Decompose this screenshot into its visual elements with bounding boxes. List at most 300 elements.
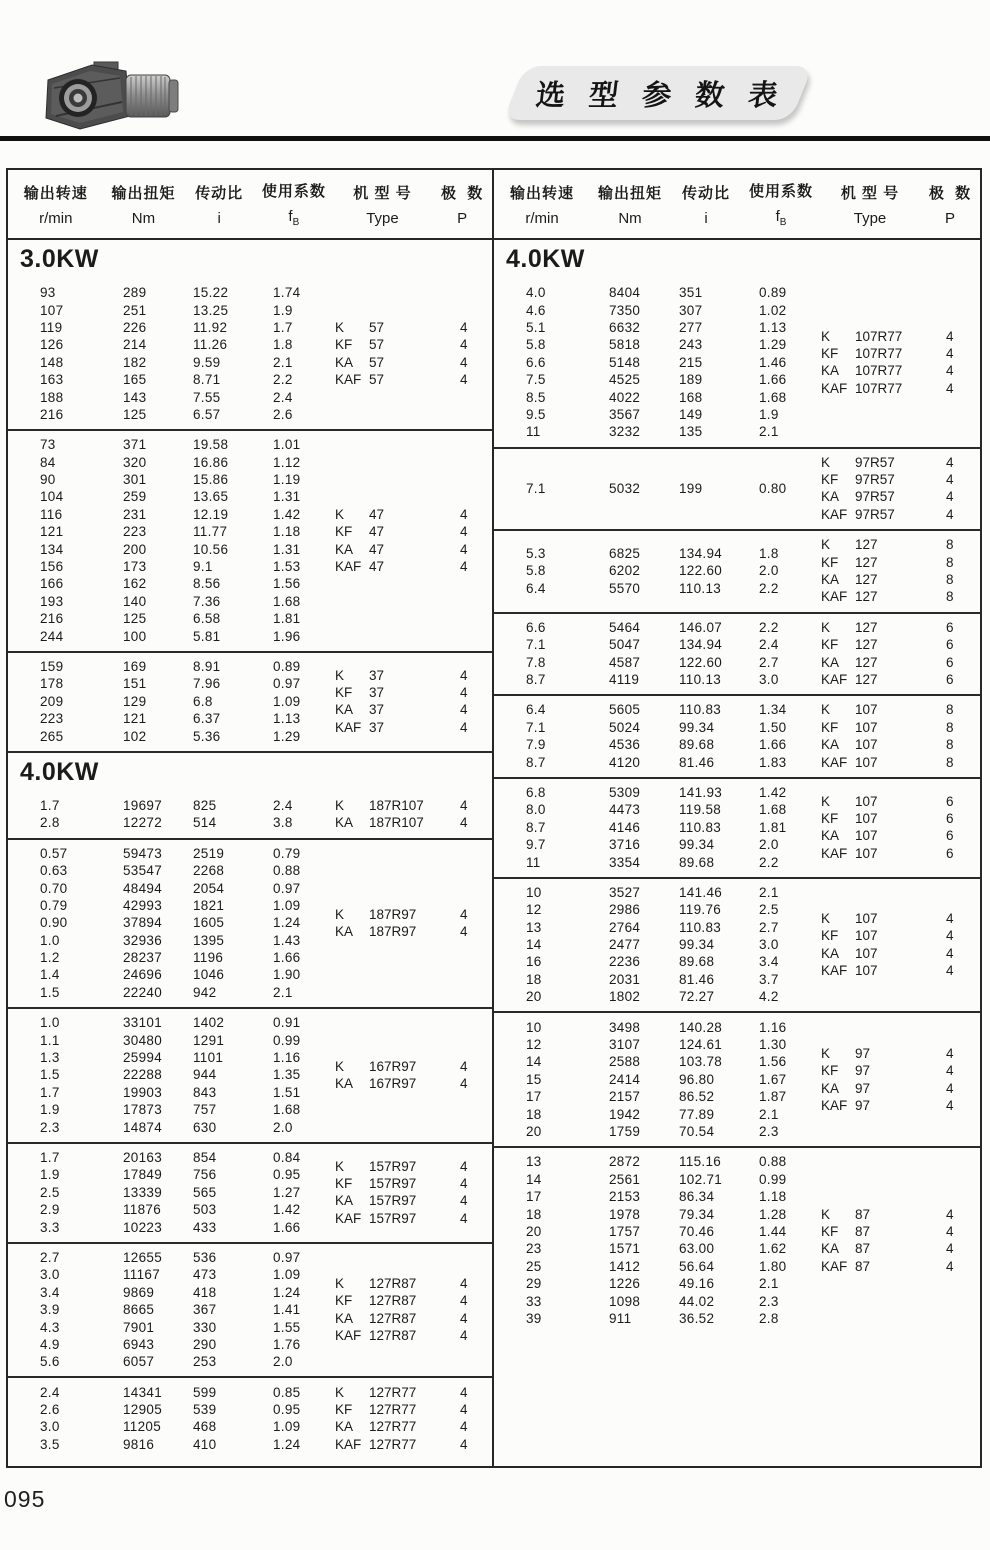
- type-prefix: KAF: [335, 559, 362, 575]
- header-label-zh: 传动比: [681, 184, 730, 202]
- cell-torque: 165: [123, 372, 147, 388]
- cell-fb: 1.34: [759, 702, 787, 718]
- data-row: [8, 593, 334, 610]
- cell-fb: 1.51: [273, 1084, 301, 1100]
- header-label-en: Nm: [131, 209, 156, 227]
- data-row: [8, 1401, 334, 1418]
- type-cell: [334, 1076, 434, 1091]
- data-row: [8, 1249, 334, 1266]
- cell-torque: 2872: [609, 1154, 641, 1170]
- column-header: [8, 170, 492, 240]
- type-row: [820, 910, 980, 927]
- cell-ratio: 599: [193, 1384, 217, 1400]
- cell-ratio: 536: [193, 1249, 217, 1265]
- data-group: [8, 1144, 492, 1244]
- cell-torque: 200: [123, 541, 147, 557]
- type-prefix: KA: [335, 1310, 354, 1326]
- data-row: [8, 1318, 334, 1335]
- cell-speed: 7.8: [526, 654, 546, 670]
- cell-speed: 14: [526, 1054, 542, 1070]
- type-row: [820, 1079, 980, 1096]
- type-cell: [334, 1193, 434, 1208]
- data-group: [8, 279, 492, 431]
- type-cell: [820, 620, 920, 635]
- cell-speed: 33: [526, 1293, 542, 1309]
- data-row: [494, 1088, 820, 1105]
- cell-speed: 23: [526, 1241, 542, 1257]
- cell-fb: 1.29: [759, 337, 787, 353]
- cell-speed: 18: [526, 1206, 542, 1222]
- header-label-zh: 传动比: [195, 184, 244, 202]
- cell-speed: 4.0: [526, 285, 546, 301]
- type-cell: [820, 381, 920, 396]
- cell-fb: 1.43: [273, 932, 301, 948]
- data-row: [8, 658, 334, 675]
- data-row: [494, 736, 820, 753]
- cell-ratio: 9.1: [193, 559, 213, 575]
- cell-speed: 2.4: [40, 1384, 60, 1400]
- data-row: [8, 814, 334, 831]
- cell-ratio: 44.02: [679, 1293, 715, 1309]
- header-label-en: Nm: [618, 209, 642, 227]
- cell-fb: 1.56: [273, 576, 301, 592]
- cell-fb: 1.90: [273, 967, 301, 983]
- type-row: [334, 1383, 494, 1400]
- pole-cell: 4: [460, 1293, 468, 1309]
- cell-torque: 2764: [609, 919, 641, 935]
- cell-ratio: 122.60: [679, 654, 723, 670]
- cell-ratio: 15.86: [193, 472, 229, 488]
- type-cell: [334, 815, 434, 830]
- cell-fb: 2.0: [273, 1354, 293, 1370]
- cell-ratio: 825: [193, 797, 217, 813]
- type-prefix: KF: [335, 685, 353, 701]
- type-cell: [820, 1241, 920, 1256]
- type-row: [820, 345, 980, 362]
- cell-ratio: 146.07: [679, 619, 723, 635]
- cell-speed: 223: [40, 711, 64, 727]
- cell-fb: 1.09: [273, 897, 301, 913]
- pole-cell: 4: [946, 363, 954, 379]
- type-model: 127: [855, 572, 878, 588]
- data-row: [8, 1336, 334, 1353]
- cell-ratio: 99.34: [679, 937, 715, 953]
- data-row: [494, 1018, 820, 1035]
- data-row: [494, 953, 820, 970]
- cell-ratio: 10.56: [193, 541, 229, 557]
- title-banner: [503, 66, 813, 120]
- type-model: 57: [369, 319, 385, 335]
- pole-cell: 4: [460, 337, 468, 353]
- type-row: [820, 653, 980, 670]
- cell-torque: 1412: [609, 1258, 641, 1274]
- cell-speed: 9.7: [526, 837, 546, 853]
- cell-fb: 2.3: [759, 1293, 779, 1309]
- type-model: 127R87: [369, 1328, 417, 1344]
- cell-speed: 1.9: [40, 1102, 60, 1118]
- type-row: [820, 1097, 980, 1114]
- data-row: [494, 1171, 820, 1188]
- type-cell: [820, 1098, 920, 1113]
- type-cell: [820, 737, 920, 752]
- type-prefix: K: [821, 1045, 831, 1061]
- pole-cell: 4: [946, 328, 954, 344]
- cell-torque: 3107: [609, 1037, 641, 1053]
- pole-cell: 4: [460, 1076, 468, 1092]
- data-row: [8, 471, 334, 488]
- type-model: 87: [855, 1258, 871, 1274]
- data-row: [8, 727, 334, 744]
- pole-cell: 4: [460, 906, 468, 922]
- group-types: [334, 905, 494, 940]
- type-row: [820, 753, 980, 770]
- cell-torque: 3498: [609, 1019, 641, 1035]
- cell-torque: 19697: [123, 797, 163, 813]
- header-label-en: r/min: [39, 209, 73, 227]
- cell-ratio: 503: [193, 1202, 217, 1218]
- cell-speed: 178: [40, 676, 64, 692]
- cell-speed: 0.90: [40, 915, 68, 931]
- type-model: 107: [855, 719, 878, 735]
- pole-cell: 4: [460, 667, 468, 683]
- cell-speed: 1.5: [40, 1067, 60, 1083]
- data-row: [494, 801, 820, 818]
- type-prefix: K: [335, 1384, 345, 1400]
- type-model: 107: [855, 928, 878, 944]
- data-row: [8, 862, 334, 879]
- type-model: 107R77: [855, 346, 903, 362]
- cell-speed: 3.9: [40, 1302, 60, 1318]
- cell-torque: 10223: [123, 1219, 163, 1235]
- type-model: 37: [369, 702, 385, 718]
- header-label-en: [776, 208, 787, 228]
- type-prefix: KF: [821, 1063, 839, 1079]
- type-cell: [820, 507, 920, 522]
- cell-speed: 14: [526, 937, 542, 953]
- type-prefix: KA: [821, 1080, 840, 1096]
- cell-speed: 216: [40, 406, 64, 422]
- cell-torque: 3567: [609, 406, 641, 422]
- cell-fb: 1.29: [273, 728, 301, 744]
- cell-fb: 0.89: [759, 285, 787, 301]
- pole-cell: 6: [946, 619, 954, 635]
- header-label-en: i: [217, 209, 221, 227]
- cell-fb: 1.66: [273, 1219, 301, 1235]
- cell-speed: 6.8: [526, 784, 546, 800]
- data-row: [8, 627, 334, 644]
- cell-speed: 0.63: [40, 863, 68, 879]
- type-row: [820, 701, 980, 718]
- cell-speed: 20: [526, 1123, 542, 1139]
- type-cell: [334, 355, 434, 370]
- type-row: [820, 736, 980, 753]
- page-number: 095: [4, 1486, 46, 1512]
- header-col: [742, 170, 820, 238]
- type-prefix: K: [821, 328, 831, 344]
- cell-ratio: 119.58: [679, 802, 722, 818]
- type-model: 47: [369, 506, 385, 522]
- cell-speed: 7.1: [526, 480, 546, 496]
- type-model: 157R97: [369, 1193, 417, 1209]
- cell-fb: 1.74: [273, 285, 301, 301]
- type-row: [334, 814, 494, 831]
- data-row: [494, 1310, 820, 1327]
- cell-fb: 1.31: [273, 489, 301, 505]
- cell-ratio: 89.68: [679, 954, 715, 970]
- cell-speed: 121: [40, 524, 64, 540]
- type-model: 157R97: [369, 1176, 417, 1192]
- table-half-right: [494, 170, 980, 1466]
- pole-cell: 8: [946, 702, 954, 718]
- data-row: [8, 879, 334, 896]
- type-model: 37: [369, 667, 385, 683]
- cell-fb: 1.41: [273, 1302, 301, 1318]
- type-row: [334, 923, 494, 940]
- cell-ratio: 110.83: [679, 919, 722, 935]
- cell-speed: 18: [526, 971, 542, 987]
- group-rows: [8, 1383, 334, 1453]
- group-types: [334, 1157, 494, 1227]
- type-model: 57: [369, 337, 385, 353]
- type-row: [334, 1210, 494, 1227]
- cell-speed: 1.2: [40, 950, 60, 966]
- pole-cell: 4: [460, 1193, 468, 1209]
- cell-ratio: 19.58: [193, 437, 229, 453]
- cell-torque: 4525: [609, 372, 641, 388]
- data-row: [8, 1301, 334, 1318]
- type-cell: [334, 507, 434, 522]
- cell-torque: 231: [123, 506, 147, 522]
- cell-speed: 1.9: [40, 1167, 60, 1183]
- data-row: [8, 1084, 334, 1101]
- group-rows: [8, 845, 334, 1002]
- type-row: [820, 845, 980, 862]
- cell-fb: 1.81: [273, 611, 301, 627]
- cell-speed: 9.5: [526, 406, 546, 422]
- pole-cell: 4: [946, 346, 954, 362]
- pole-cell: 6: [946, 672, 954, 687]
- type-row: [334, 684, 494, 701]
- header-col: [494, 170, 590, 238]
- group-rows: [8, 1249, 334, 1371]
- cell-speed: 8.0: [526, 802, 546, 818]
- cell-speed: 39: [526, 1310, 542, 1326]
- gearmotor-illustration: [34, 58, 186, 134]
- data-row: [494, 1071, 820, 1088]
- cell-torque: 2153: [609, 1189, 641, 1205]
- type-model: 107: [855, 910, 878, 926]
- type-prefix: KF: [821, 1223, 839, 1239]
- cell-speed: 163: [40, 372, 64, 388]
- type-row: [820, 636, 980, 653]
- header-label-zh: 输出扭矩: [111, 184, 176, 202]
- cell-fb: 1.09: [273, 1419, 301, 1435]
- type-model: 127R87: [369, 1310, 417, 1326]
- cell-fb: 1.96: [273, 628, 301, 644]
- cell-ratio: 110.83: [679, 702, 722, 718]
- cell-speed: 119: [40, 319, 63, 335]
- type-model: 107: [855, 737, 878, 753]
- cell-ratio: 514: [193, 815, 217, 831]
- data-row: [8, 949, 334, 966]
- cell-torque: 28237: [123, 950, 163, 966]
- cell-ratio: 86.34: [679, 1189, 715, 1205]
- type-row: [820, 962, 980, 979]
- pole-cell: 4: [946, 380, 954, 396]
- cell-torque: 301: [123, 472, 147, 488]
- type-model: 127: [855, 672, 878, 687]
- type-model: 127: [855, 589, 878, 605]
- type-model: 107: [855, 945, 878, 961]
- data-row: [494, 1036, 820, 1053]
- pole-cell: 8: [946, 589, 954, 605]
- cell-fb: 2.3: [759, 1123, 779, 1139]
- cell-torque: 320: [123, 454, 147, 470]
- cell-ratio: 539: [193, 1402, 217, 1418]
- data-row: [494, 1123, 820, 1140]
- type-model: 47: [369, 524, 385, 540]
- type-model: 97R57: [855, 506, 895, 522]
- cell-ratio: 367: [193, 1302, 217, 1318]
- data-row: [494, 354, 820, 371]
- type-model: 187R97: [369, 923, 417, 939]
- cell-speed: 2.6: [40, 1402, 60, 1418]
- cell-ratio: 1605: [193, 915, 225, 931]
- type-prefix: KA: [335, 923, 354, 939]
- cell-ratio: 243: [679, 337, 703, 353]
- pole-cell: 4: [946, 1206, 954, 1222]
- data-group: [494, 279, 980, 449]
- pole-cell: 4: [460, 319, 468, 335]
- type-row: [820, 471, 980, 488]
- pole-cell: 4: [460, 1210, 468, 1226]
- type-model: 87: [855, 1223, 871, 1239]
- type-model: 97: [855, 1063, 871, 1079]
- cell-torque: 19903: [123, 1084, 163, 1100]
- type-model: 37: [369, 719, 385, 735]
- type-row: [334, 336, 494, 353]
- cell-speed: 2.3: [40, 1119, 60, 1135]
- type-row: [334, 1327, 494, 1344]
- header-label-en-sub: B: [292, 217, 300, 228]
- cell-speed: 14: [526, 1171, 542, 1187]
- cell-torque: 5024: [609, 719, 641, 735]
- cell-speed: 12: [526, 902, 542, 918]
- group-rows: [494, 884, 820, 1006]
- cell-torque: 48494: [123, 880, 163, 896]
- cell-ratio: 15.22: [193, 285, 229, 301]
- pole-cell: 4: [460, 719, 468, 735]
- header-label-en: P: [457, 209, 468, 227]
- group-rows: [494, 1018, 820, 1140]
- header-label-en-main: f: [288, 208, 293, 225]
- type-prefix: K: [821, 793, 831, 809]
- cell-fb: 1.83: [759, 754, 787, 770]
- cell-torque: 102: [123, 728, 147, 744]
- cell-torque: 100: [123, 628, 147, 644]
- cell-ratio: 473: [193, 1267, 217, 1283]
- cell-ratio: 89.68: [679, 854, 715, 870]
- type-cell: [820, 655, 920, 670]
- type-row: [334, 701, 494, 718]
- cell-ratio: 307: [679, 302, 703, 318]
- type-cell: [820, 329, 920, 344]
- cell-fb: 2.0: [273, 1119, 293, 1135]
- cell-torque: 6632: [609, 319, 641, 335]
- cell-speed: 265: [40, 728, 64, 744]
- cell-torque: 25994: [123, 1050, 163, 1066]
- type-model: 97R57: [855, 454, 895, 470]
- data-row: [494, 301, 820, 318]
- type-cell: [820, 1063, 920, 1078]
- data-row: [494, 336, 820, 353]
- data-group: [8, 1378, 492, 1459]
- cell-ratio: 565: [193, 1184, 217, 1200]
- cell-speed: 8.5: [526, 389, 546, 405]
- column-header: [494, 170, 980, 240]
- type-model: 107: [855, 793, 878, 809]
- header-label-zh: 机 型 号: [353, 184, 412, 202]
- cell-torque: 1942: [609, 1106, 641, 1122]
- cell-speed: 4.6: [526, 302, 546, 318]
- type-model: 97: [855, 1045, 871, 1061]
- cell-speed: 159: [40, 659, 64, 674]
- type-row: [820, 553, 980, 570]
- type-cell: [820, 589, 920, 604]
- group-types: [820, 454, 980, 524]
- type-row: [334, 319, 494, 336]
- cell-fb: 3.4: [759, 954, 779, 970]
- type-row: [334, 905, 494, 922]
- cell-torque: 8665: [123, 1302, 155, 1318]
- type-cell: [334, 1276, 434, 1291]
- pole-cell: 4: [946, 1223, 954, 1239]
- type-row: [820, 536, 980, 553]
- data-row: [8, 558, 334, 575]
- type-model: 97: [855, 1097, 871, 1113]
- cell-ratio: 141.46: [679, 884, 723, 900]
- type-cell: [334, 1419, 434, 1434]
- cell-ratio: 77.89: [679, 1106, 715, 1122]
- cell-speed: 15: [526, 1071, 542, 1087]
- cell-torque: 911: [609, 1310, 632, 1326]
- header-col: [104, 170, 184, 238]
- pole-cell: 4: [946, 963, 954, 979]
- cell-speed: 93: [40, 285, 56, 301]
- data-row: [494, 884, 820, 901]
- power-section-title: 4.0KW: [20, 757, 99, 786]
- data-row: [494, 1105, 820, 1122]
- cell-speed: 2.9: [40, 1202, 60, 1218]
- cell-fb: 2.7: [759, 919, 779, 935]
- type-row: [820, 588, 980, 605]
- cell-ratio: 7.96: [193, 676, 221, 692]
- type-prefix: KAF: [821, 380, 848, 396]
- data-row: [494, 988, 820, 1005]
- cell-torque: 2588: [609, 1054, 641, 1070]
- type-model: 107: [855, 754, 878, 770]
- type-row: [334, 371, 494, 388]
- pole-cell: 8: [946, 737, 954, 753]
- cell-fb: 1.66: [759, 737, 787, 753]
- cell-torque: 173: [123, 559, 147, 575]
- cell-ratio: 168: [679, 389, 703, 405]
- pole-cell: 6: [946, 845, 954, 861]
- data-row: [494, 1240, 820, 1257]
- pole-cell: 4: [460, 1058, 468, 1074]
- cell-ratio: 6.37: [193, 711, 221, 727]
- header-label-en: [288, 208, 299, 228]
